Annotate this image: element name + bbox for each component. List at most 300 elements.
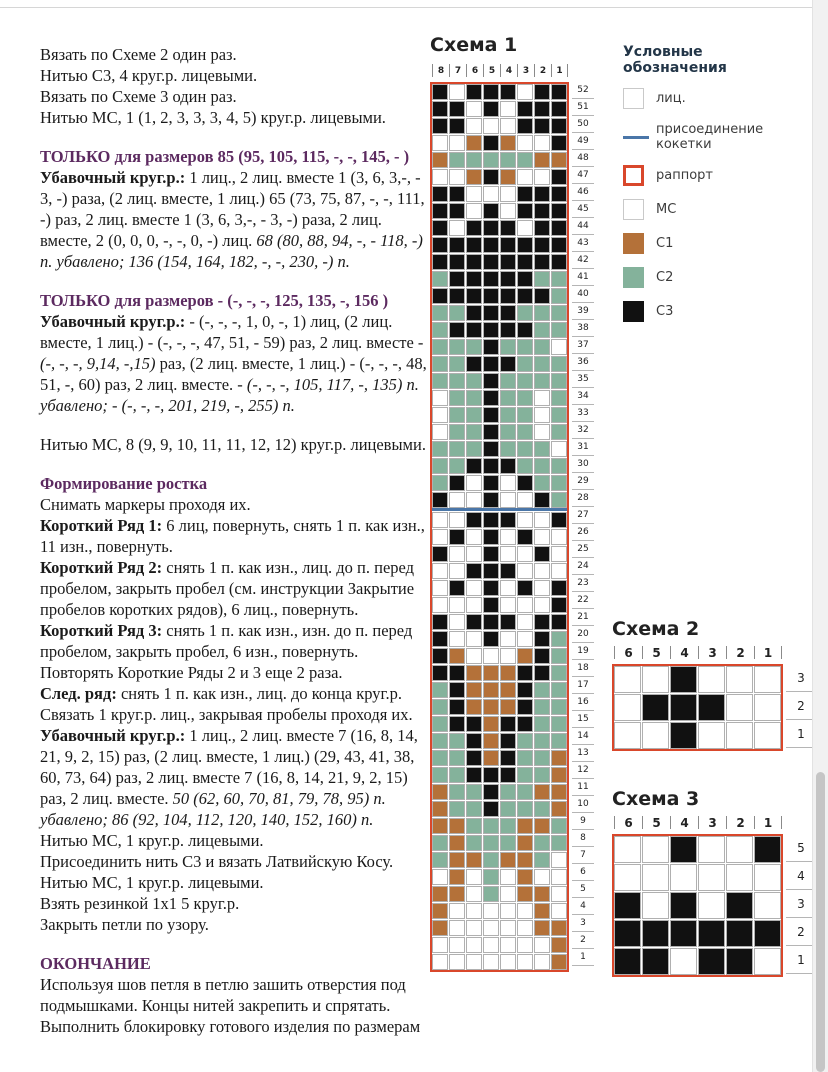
knit-cell bbox=[534, 322, 550, 338]
legend-label: присоединение кокетки bbox=[656, 122, 764, 152]
chart-row bbox=[432, 512, 567, 529]
text-run: Взять резинкой 1х1 5 круг.р. bbox=[40, 894, 240, 913]
row-number: 2 bbox=[786, 692, 816, 720]
row-number: 29 bbox=[572, 473, 594, 490]
instruction-paragraph bbox=[40, 515, 434, 557]
knit-cell bbox=[432, 254, 448, 270]
knit-cell bbox=[466, 288, 482, 304]
knit-cell bbox=[551, 475, 567, 491]
knit-cell bbox=[500, 101, 516, 117]
knit-cell bbox=[517, 254, 533, 270]
column-number: 1 bbox=[551, 64, 568, 77]
knit-cell bbox=[483, 665, 499, 681]
knit-cell bbox=[449, 458, 465, 474]
knit-cell bbox=[432, 920, 448, 936]
knit-cell bbox=[466, 492, 482, 508]
text-run: Короткий Ряд 2: bbox=[40, 558, 163, 577]
knit-cell bbox=[517, 356, 533, 372]
legend-label: С3 bbox=[656, 304, 674, 319]
knit-cell bbox=[432, 767, 448, 783]
knit-cell bbox=[483, 288, 499, 304]
knit-cell bbox=[500, 220, 516, 236]
chart-row bbox=[432, 169, 567, 186]
knit-cell bbox=[534, 220, 550, 236]
row-number: 10 bbox=[572, 796, 594, 813]
text-run: Нитью МС, 8 (9, 9, 10, 11, 11, 12, 12) круг.р. лицевыми. bbox=[40, 435, 426, 454]
knit-cell bbox=[500, 801, 516, 817]
row-number: 2 bbox=[572, 932, 594, 949]
knit-cell bbox=[551, 920, 567, 936]
knit-cell bbox=[551, 458, 567, 474]
knit-cell bbox=[432, 373, 448, 389]
knit-cell bbox=[432, 631, 448, 647]
knit-cell bbox=[500, 203, 516, 219]
knit-cell bbox=[517, 186, 533, 202]
knit-cell bbox=[483, 631, 499, 647]
knit-cell bbox=[466, 441, 482, 457]
knit-cell bbox=[517, 390, 533, 406]
knit-cell bbox=[483, 801, 499, 817]
knit-cell bbox=[517, 818, 533, 834]
knit-cell bbox=[432, 135, 448, 151]
column-number: 4 bbox=[500, 64, 517, 77]
knit-cell bbox=[534, 492, 550, 508]
section-heading bbox=[40, 473, 434, 494]
knit-cell bbox=[449, 203, 465, 219]
knit-cell bbox=[517, 699, 533, 715]
knit-cell bbox=[449, 512, 465, 528]
text-run: Вязать по Схеме 3 один раз. bbox=[40, 87, 237, 106]
knit-cell bbox=[551, 424, 567, 440]
text-run: 1 лиц., 2 лиц. вместе 7 (16, 8, 14, 21, 9, 2, 15) раз, (2 лиц. вместе, 1 лиц.) (29, 43, 41, 38, 60, 73, 64) раз, 2 лиц. вместе 7 (16, 8, 14, 21, 9, 2, 15) раз, 2 лиц. вместе. bbox=[40, 726, 418, 808]
chart-row bbox=[432, 322, 567, 339]
knit-cell bbox=[517, 920, 533, 936]
knit-cell bbox=[449, 699, 465, 715]
knit-cell bbox=[483, 271, 499, 287]
knit-cell bbox=[483, 546, 499, 562]
instruction-paragraph bbox=[40, 872, 434, 893]
chart-row bbox=[432, 563, 567, 580]
knit-cell bbox=[500, 118, 516, 134]
row-number: 3 bbox=[572, 915, 594, 932]
row-number: 3 bbox=[786, 890, 816, 918]
chart-row bbox=[432, 580, 567, 597]
knit-cell bbox=[551, 614, 567, 630]
row-number: 47 bbox=[572, 167, 594, 184]
column-number: 2 bbox=[534, 64, 551, 77]
knit-cell bbox=[483, 716, 499, 732]
text-run: - (-, -, -, 9,14, -,15) bbox=[40, 333, 424, 373]
knit-cell bbox=[466, 339, 482, 355]
knit-cell bbox=[517, 563, 533, 579]
knit-cell bbox=[432, 903, 448, 919]
knit-cell bbox=[534, 733, 550, 749]
knit-cell bbox=[500, 954, 516, 970]
chart-row bbox=[432, 441, 567, 458]
scheme2-title: Схема 2 bbox=[612, 618, 700, 640]
column-number: 3 bbox=[698, 816, 726, 829]
knit-cell bbox=[449, 835, 465, 851]
knit-cell bbox=[466, 475, 482, 491]
knit-cell bbox=[483, 767, 499, 783]
knit-cell bbox=[754, 694, 781, 721]
knit-cell bbox=[483, 682, 499, 698]
instruction-paragraph bbox=[40, 620, 434, 662]
knit-cell bbox=[449, 356, 465, 372]
knit-cell bbox=[534, 648, 550, 664]
knit-cell bbox=[551, 835, 567, 851]
knit-cell bbox=[466, 903, 482, 919]
knit-cell bbox=[754, 920, 781, 947]
knit-cell bbox=[551, 288, 567, 304]
knit-cell bbox=[726, 920, 753, 947]
knit-cell bbox=[483, 886, 499, 902]
knit-cell bbox=[449, 339, 465, 355]
knit-cell bbox=[551, 220, 567, 236]
knit-cell bbox=[432, 886, 448, 902]
row-number: 12 bbox=[572, 762, 594, 779]
knit-cell bbox=[500, 665, 516, 681]
row-number: 33 bbox=[572, 405, 594, 422]
text-run: Нитью МС, 1 круг.р. лицевыми. bbox=[40, 831, 264, 850]
row-number: 23 bbox=[572, 575, 594, 592]
chart-row bbox=[432, 665, 567, 682]
knit-cell bbox=[534, 699, 550, 715]
row-number: 16 bbox=[572, 694, 594, 711]
instruction-paragraph bbox=[40, 434, 434, 455]
knit-cell bbox=[466, 407, 482, 423]
knit-cell bbox=[534, 835, 550, 851]
chart-row bbox=[432, 118, 567, 135]
chart-row bbox=[432, 152, 567, 169]
instruction-paragraph bbox=[40, 65, 434, 86]
knit-cell bbox=[432, 475, 448, 491]
knit-cell bbox=[534, 750, 550, 766]
knit-cell bbox=[698, 948, 725, 975]
row-number: 22 bbox=[572, 592, 594, 609]
legend-label: С1 bbox=[656, 236, 674, 251]
knit-cell bbox=[500, 699, 516, 715]
knit-cell bbox=[534, 716, 550, 732]
knit-cell bbox=[466, 597, 482, 613]
knit-cell bbox=[432, 512, 448, 528]
text-run: - (-, -, -, 105, 117, -, 135) п. убавлено; - (-, -, -, 201, 219, -, 255) п. bbox=[40, 375, 419, 415]
knit-cell bbox=[534, 597, 550, 613]
text-run: снять 1 п. как изн., лиц. до п. перед пробелом, закрыть пробел (см. инструкции Закрытие пробелов коротких рядов), 6 лиц., повернуть. bbox=[40, 558, 415, 619]
knit-cell bbox=[449, 954, 465, 970]
instruction-paragraph bbox=[40, 44, 434, 65]
knit-cell bbox=[534, 852, 550, 868]
knit-cell bbox=[500, 920, 516, 936]
row-number: 45 bbox=[572, 201, 594, 218]
row-number: 21 bbox=[572, 609, 594, 626]
chart-row bbox=[432, 339, 567, 356]
knit-cell bbox=[500, 784, 516, 800]
knit-cell bbox=[500, 475, 516, 491]
row-number: 30 bbox=[572, 456, 594, 473]
legend-label: лиц. bbox=[656, 91, 686, 106]
knit-cell bbox=[483, 339, 499, 355]
knit-cell bbox=[483, 937, 499, 953]
knit-cell bbox=[449, 254, 465, 270]
column-number: 3 bbox=[698, 646, 726, 659]
row-number: 4 bbox=[572, 898, 594, 915]
knit-cell bbox=[500, 135, 516, 151]
knit-cell bbox=[449, 475, 465, 491]
knit-cell bbox=[551, 152, 567, 168]
knit-cell bbox=[534, 937, 550, 953]
knit-cell bbox=[534, 203, 550, 219]
knit-cell bbox=[500, 288, 516, 304]
knit-cell bbox=[500, 186, 516, 202]
knit-cell bbox=[432, 852, 448, 868]
instruction-paragraph bbox=[40, 311, 434, 416]
scheme3-title: Схема 3 bbox=[612, 788, 700, 810]
knit-cell bbox=[500, 339, 516, 355]
text-run: Убавочный круг.р.: bbox=[40, 168, 190, 187]
chart-row bbox=[432, 407, 567, 424]
chart-row bbox=[614, 666, 781, 694]
chart-row bbox=[432, 356, 567, 373]
knit-cell bbox=[432, 84, 448, 100]
knit-cell bbox=[517, 546, 533, 562]
knit-cell bbox=[551, 322, 567, 338]
chart-row bbox=[432, 784, 567, 801]
knit-cell bbox=[551, 118, 567, 134]
knit-cell bbox=[466, 186, 482, 202]
knit-cell bbox=[534, 373, 550, 389]
knit-cell bbox=[754, 864, 781, 891]
chart-row bbox=[432, 424, 567, 441]
knit-cell bbox=[449, 784, 465, 800]
chart-row bbox=[614, 722, 781, 749]
knit-cell bbox=[466, 305, 482, 321]
knit-cell bbox=[754, 666, 781, 693]
knit-cell bbox=[449, 492, 465, 508]
knit-cell bbox=[534, 135, 550, 151]
knit-cell bbox=[551, 648, 567, 664]
knit-cell bbox=[500, 750, 516, 766]
knit-cell bbox=[500, 254, 516, 270]
chart-row bbox=[432, 305, 567, 322]
row-number: 11 bbox=[572, 779, 594, 796]
column-number: 6 bbox=[614, 816, 642, 829]
knit-cell bbox=[500, 458, 516, 474]
chart-row bbox=[432, 288, 567, 305]
knit-cell bbox=[466, 750, 482, 766]
knit-cell bbox=[466, 118, 482, 134]
scheme1-title: Схема 1 bbox=[430, 34, 518, 56]
knit-cell bbox=[500, 305, 516, 321]
rapport-border bbox=[430, 82, 569, 972]
knit-cell bbox=[483, 424, 499, 440]
knit-cell bbox=[483, 458, 499, 474]
knit-cell bbox=[466, 801, 482, 817]
knit-cell bbox=[449, 152, 465, 168]
knit-cell bbox=[754, 836, 781, 863]
knit-cell bbox=[534, 563, 550, 579]
knit-cell bbox=[500, 84, 516, 100]
chart-row bbox=[614, 892, 781, 920]
knit-cell bbox=[517, 750, 533, 766]
knit-cell bbox=[698, 864, 725, 891]
scrollbar-track[interactable] bbox=[812, 0, 828, 1072]
chart-row bbox=[614, 864, 781, 892]
knit-cell bbox=[534, 152, 550, 168]
knit-cell bbox=[483, 152, 499, 168]
knit-cell bbox=[614, 864, 641, 891]
knit-cell bbox=[483, 852, 499, 868]
knit-cell bbox=[500, 424, 516, 440]
knit-cell bbox=[517, 767, 533, 783]
knit-cell bbox=[432, 101, 448, 117]
column-number: 3 bbox=[517, 64, 534, 77]
knit-cell bbox=[432, 563, 448, 579]
knit-cell bbox=[500, 869, 516, 885]
knit-cell bbox=[466, 271, 482, 287]
knit-cell bbox=[551, 390, 567, 406]
row-number: 24 bbox=[572, 558, 594, 575]
row-number: 19 bbox=[572, 643, 594, 660]
legend-items bbox=[623, 88, 808, 322]
knit-cell bbox=[483, 492, 499, 508]
chart-row bbox=[432, 767, 567, 784]
knit-cell bbox=[670, 892, 697, 919]
knit-cell bbox=[432, 237, 448, 253]
legend-item bbox=[623, 122, 808, 152]
knit-cell bbox=[534, 920, 550, 936]
knit-cell bbox=[500, 529, 516, 545]
text-run: - (-, -, -, 1, 0, -, 1) лиц, (2 лиц. вместе, 1 лиц.) - (-, -, -, 47, 51, - 59) раз, 2 лиц. вместе bbox=[40, 312, 418, 352]
knit-cell bbox=[432, 580, 448, 596]
row-number: 4 bbox=[786, 862, 816, 890]
column-number: 4 bbox=[670, 816, 698, 829]
knit-cell bbox=[466, 152, 482, 168]
chart-row bbox=[614, 694, 781, 722]
knit-cell bbox=[551, 784, 567, 800]
text-run: 50 (62, 60, 70, 81, 79, 78, 95) п. убавлено; 86 (92, 104, 112, 120, 140, 152, 160) п. bbox=[40, 789, 386, 829]
knit-cell bbox=[432, 424, 448, 440]
knit-cell bbox=[432, 220, 448, 236]
instruction-paragraph bbox=[40, 86, 434, 107]
knit-cell bbox=[466, 512, 482, 528]
knit-cell bbox=[534, 186, 550, 202]
knit-cell bbox=[614, 694, 641, 721]
knit-cell bbox=[449, 631, 465, 647]
knit-cell bbox=[466, 631, 482, 647]
knit-cell bbox=[466, 458, 482, 474]
knit-cell bbox=[534, 424, 550, 440]
knit-cell bbox=[432, 869, 448, 885]
knit-cell bbox=[500, 937, 516, 953]
knit-cell bbox=[432, 954, 448, 970]
knit-cell bbox=[500, 852, 516, 868]
knit-cell bbox=[534, 903, 550, 919]
knit-cell bbox=[500, 682, 516, 698]
row-number: 5 bbox=[786, 834, 816, 862]
knit-cell bbox=[432, 356, 448, 372]
knit-cell bbox=[449, 682, 465, 698]
knit-cell bbox=[517, 614, 533, 630]
legend-item bbox=[623, 233, 808, 254]
row-number: 1 bbox=[786, 946, 816, 974]
chart-row bbox=[432, 135, 567, 152]
row-number: 43 bbox=[572, 235, 594, 252]
knit-cell bbox=[551, 852, 567, 868]
scrollbar-thumb[interactable] bbox=[816, 772, 825, 1072]
row-number: 15 bbox=[572, 711, 594, 728]
knit-cell bbox=[466, 682, 482, 698]
knit-cell bbox=[449, 135, 465, 151]
column-number: 8 bbox=[432, 64, 449, 77]
knit-cell bbox=[534, 305, 550, 321]
knit-cell bbox=[670, 948, 697, 975]
row-number: 14 bbox=[572, 728, 594, 745]
knit-cell bbox=[534, 529, 550, 545]
knit-cell bbox=[432, 665, 448, 681]
knit-cell bbox=[551, 305, 567, 321]
knit-cell bbox=[534, 682, 550, 698]
knit-cell bbox=[466, 648, 482, 664]
knit-cell bbox=[517, 203, 533, 219]
knit-cell bbox=[534, 954, 550, 970]
instruction-paragraph bbox=[40, 167, 434, 272]
knit-cell bbox=[483, 407, 499, 423]
instruction-paragraph bbox=[40, 683, 434, 725]
text-run: Убавочный круг.р.: bbox=[40, 312, 190, 331]
knit-cell bbox=[551, 339, 567, 355]
knit-cell bbox=[449, 288, 465, 304]
c3-color-swatch bbox=[623, 301, 644, 322]
knit-cell bbox=[754, 722, 781, 749]
section-heading bbox=[40, 290, 434, 311]
chart-row bbox=[432, 835, 567, 852]
section-heading bbox=[40, 146, 434, 167]
knit-cell bbox=[670, 666, 697, 693]
knit-cell bbox=[483, 101, 499, 117]
chart-row bbox=[432, 886, 567, 903]
chart-row bbox=[432, 750, 567, 767]
knit-cell bbox=[500, 716, 516, 732]
knit-cell bbox=[534, 631, 550, 647]
knit-cell bbox=[432, 271, 448, 287]
text-run: Убавочный круг.р.: bbox=[40, 726, 186, 745]
knit-cell bbox=[500, 818, 516, 834]
knit-cell bbox=[534, 288, 550, 304]
knit-cell bbox=[500, 441, 516, 457]
knit-cell bbox=[500, 614, 516, 630]
knit-cell bbox=[449, 441, 465, 457]
knit-cell bbox=[517, 665, 533, 681]
knit-cell bbox=[670, 920, 697, 947]
knit-cell bbox=[449, 818, 465, 834]
row-number: 49 bbox=[572, 133, 594, 150]
knit-cell bbox=[517, 84, 533, 100]
yoke-join-line bbox=[432, 508, 567, 511]
knit-cell bbox=[534, 118, 550, 134]
knit-cell bbox=[432, 784, 448, 800]
knit-cell bbox=[517, 937, 533, 953]
knit-cell bbox=[449, 665, 465, 681]
knit-cell bbox=[432, 614, 448, 630]
knit-cell bbox=[500, 356, 516, 372]
knit-cell bbox=[432, 818, 448, 834]
knit-cell bbox=[432, 152, 448, 168]
knit-cell bbox=[726, 836, 753, 863]
knit-cell bbox=[483, 118, 499, 134]
knit-cell bbox=[517, 237, 533, 253]
knit-cell bbox=[551, 563, 567, 579]
